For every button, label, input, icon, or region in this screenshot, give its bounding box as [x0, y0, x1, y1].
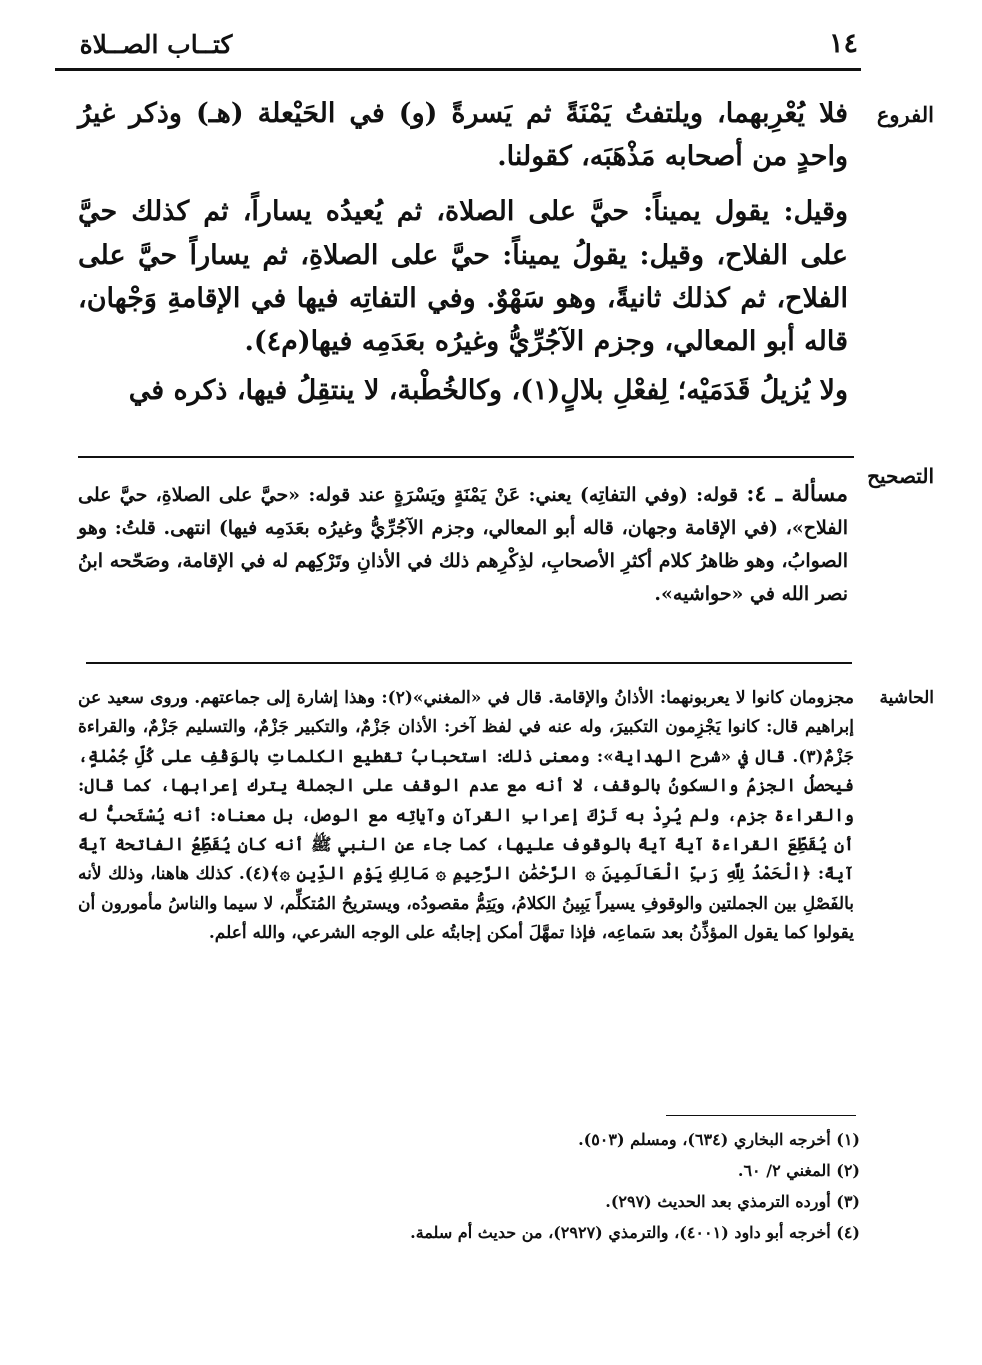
chapter-title: كتــاب الصــلاة — [79, 30, 233, 59]
footnote-separator — [666, 1115, 856, 1116]
section-label-furu: الفروع — [876, 102, 934, 127]
header-rule — [55, 68, 861, 71]
footnotes — [360, 1124, 860, 1248]
section-divider-hashiya — [86, 662, 852, 664]
hashiya-paragraph: مجزومان كانوا لا يعربونهما: الأذانُ والإقامة. قال في «المغني»(٢): وهذا إشارة إلى جماعتهم. وروى سعيد عن إبراهيم قال: كانوا يَجْزِمون التكبيرَ، وله عنه في لفظ آخر: الأذان جَزْمٌ، والتكبير جَزْمٌ، والتسليم جَزْمٌ، والقراءة جَزْمٌ(٣). قال في «شرح الهداية»: ومعنى ذلك: استحبابُ تقطيع الكلماتِ بالوَقْفِ على كُلِّ جُمْلةٍ، فيحصلُ الجزمُ والسكونُ بالوقف، لا أنه مع عدم الوقف على الجملة يترك إعرابها، كما قال: والقراءة جزم، ولم يُرِدْ به تَرْكَ إعرابِ القرآن وآياتِه مع الوصل، بل معناه: أنه يُسْتَحبُّ له أن يُقَطِّعَ القراءة آيةً آيةً بالوقوف عليها، كما جاء عن النبي ﷺ أنه كان يُقَطِّعُ الفاتحة آيةً آيةً: ﴿الْحَمْدُ لِلَّهِ رَبِّ الْعَالَمِينَ ۞ الرَّحْمَٰنِ الرَّحِيمِ ۞ مَالِكِ يَوْمِ الدِّينِ ۞﴾(٤). كذلك هاهنا، وذلك لأنه بالفَصْلِ بين الجملتين والوقوفِ يسيراً يَبِينُ الكلامُ، ويَتِمُّ مقصودُه، ويستريحُ المُتكلِّم، لا سيما والناسُ مأمورون أن يقولوا كما يقول المؤذِّنُ بعد سَماعِه، فإذا تمهَّلَ أمكن إجابتُه على الوجه الشرعي، والله أعلم. — [78, 688, 854, 944]
hashiya-text — [78, 684, 854, 949]
main-text — [78, 92, 848, 412]
tashih-body: قوله: (وفي التفاتِه) يعني: عَنْ يَمْنَةٍ ويَسْرَةٍ عند قوله: «حيَّ على الصلاةِ، حيَّ على الفلاح»، (في الإقامة وجهان، قاله أبو المعالي، وجزم الآجُرِّيُّ وغيرُه بعَدَمِه فيها) انتهى. قلتُ: وهو الصوابُ، وهو ظاهرُ كلام أكثرِ الأصحابِ، لذِكْرِهم ذلك في الأذانِ وتَرْكِهم له في الإقامة، وصَحّحه ابنُ نصر الله في «حواشيه». — [78, 484, 848, 605]
section-label-tashih: التصحيح — [867, 464, 934, 488]
main-paragraph-3: ولا يُزيلُ قَدَمَيْه؛ لِفعْلِ بلالٍ(١)، وكالخُطْبة، لا ينتقِلُ فيها، ذكره في — [128, 375, 848, 407]
main-paragraph-2: وقيل: يقول يميناً: حيَّ على الصلاة، ثم يُعيدُه يساراً، ثم كذلك حيَّ على الفلاح، وقيل: يقولُ يميناً: حيَّ على الصلاةِ، ثم يساراً حيَّ على الفلاح، ثم كذلك ثانيةً، وهو سَهْوٌ. وفي التفاتِه فيها في الإقامةِ وَجْهان، قاله أبو المعالي، وجزم الآجُرِّيُّ وغيرُه بعَدَمِه فيها(م٤). — [78, 196, 848, 357]
section-label-hashiya: الحاشية — [879, 688, 934, 708]
tashih-text — [78, 478, 848, 611]
footnote-3: (٣) أورده الترمذي بعد الحديث (٢٩٧). — [605, 1192, 860, 1211]
footnote-4: (٤) أخرجه أبو داود (٤٠٠١)، والترمذي (٢٩٢٧)، من حديث أم سلمة. — [410, 1223, 860, 1242]
main-paragraph-1: فلا يُعْرِبهما، ويلتفتُ يَمْنَةً ثم يَسرةً (و) في الحَيْعلة (هـ) وذكر غيرُ واحدٍ من أصحابه مَذْهَبَه، كقولنا. — [78, 98, 848, 173]
footnote-1: (١) أخرجه البخاري (٦٣٤)، ومسلم (٥٠٣). — [578, 1130, 860, 1149]
masala-heading: مسألة ـ ٤: — [746, 481, 849, 507]
page-number: ١٤ — [828, 28, 858, 59]
tashih-paragraph — [78, 478, 848, 611]
section-divider-tashih — [78, 456, 854, 458]
footnote-2: (٢) المغني ٢/ ٦٠. — [737, 1161, 860, 1180]
